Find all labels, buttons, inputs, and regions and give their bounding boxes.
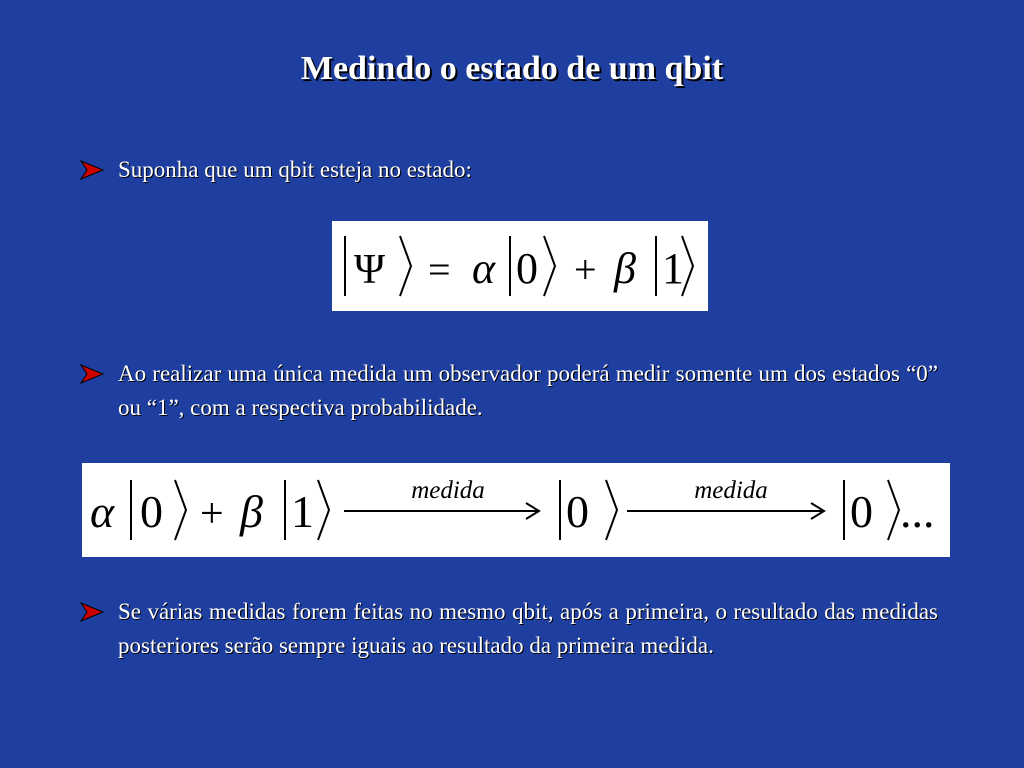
bullet-item-2 xyxy=(80,357,938,425)
arrowhead-bullet-icon xyxy=(80,153,106,187)
plus-sign: + xyxy=(574,247,597,292)
result-ket-zero-1: 0 xyxy=(566,486,589,537)
arrowhead-bullet-icon xyxy=(80,595,106,629)
ket-zero: 0 xyxy=(140,486,163,537)
bullet-text-1: Suponha que um qbit esteja no estado: xyxy=(118,157,472,182)
ket-zero: 0 xyxy=(516,244,538,293)
bullet-text-2: Ao realizar uma única medida um observador poderá medir somente um dos estados “0” ou “1”, com a respectiva probabilidade. xyxy=(118,361,938,420)
result-ket-zero-2: 0 xyxy=(850,486,873,537)
arrow-label-2: medida xyxy=(694,477,768,504)
bullet-text-3: Se várias medidas forem feitas no mesmo qbit, após a primeira, o resultado das medidas posteriores serão sempre iguais ao resultado da primeira medida. xyxy=(118,599,938,658)
state-equation-box xyxy=(332,221,708,311)
slide-title: Medindo o estado de um qbit xyxy=(300,50,724,87)
beta-symbol: β xyxy=(240,486,263,537)
alpha-symbol: α xyxy=(472,244,496,293)
arrowhead-bullet-icon xyxy=(80,357,106,391)
ket-one: 1 xyxy=(291,486,314,537)
psi-symbol: Ψ xyxy=(354,247,385,293)
bullet-item-1 xyxy=(80,153,938,187)
arrow-label-1: medida xyxy=(411,477,485,504)
ket-one: 1 xyxy=(662,244,684,293)
plus-sign: + xyxy=(200,491,224,537)
alpha-symbol: α xyxy=(90,486,115,537)
ellipsis: ... xyxy=(900,486,935,537)
equals-sign: = xyxy=(428,247,451,292)
measurement-equation-box xyxy=(82,463,950,557)
beta-symbol: β xyxy=(614,244,636,293)
bullet-item-3 xyxy=(80,595,938,663)
